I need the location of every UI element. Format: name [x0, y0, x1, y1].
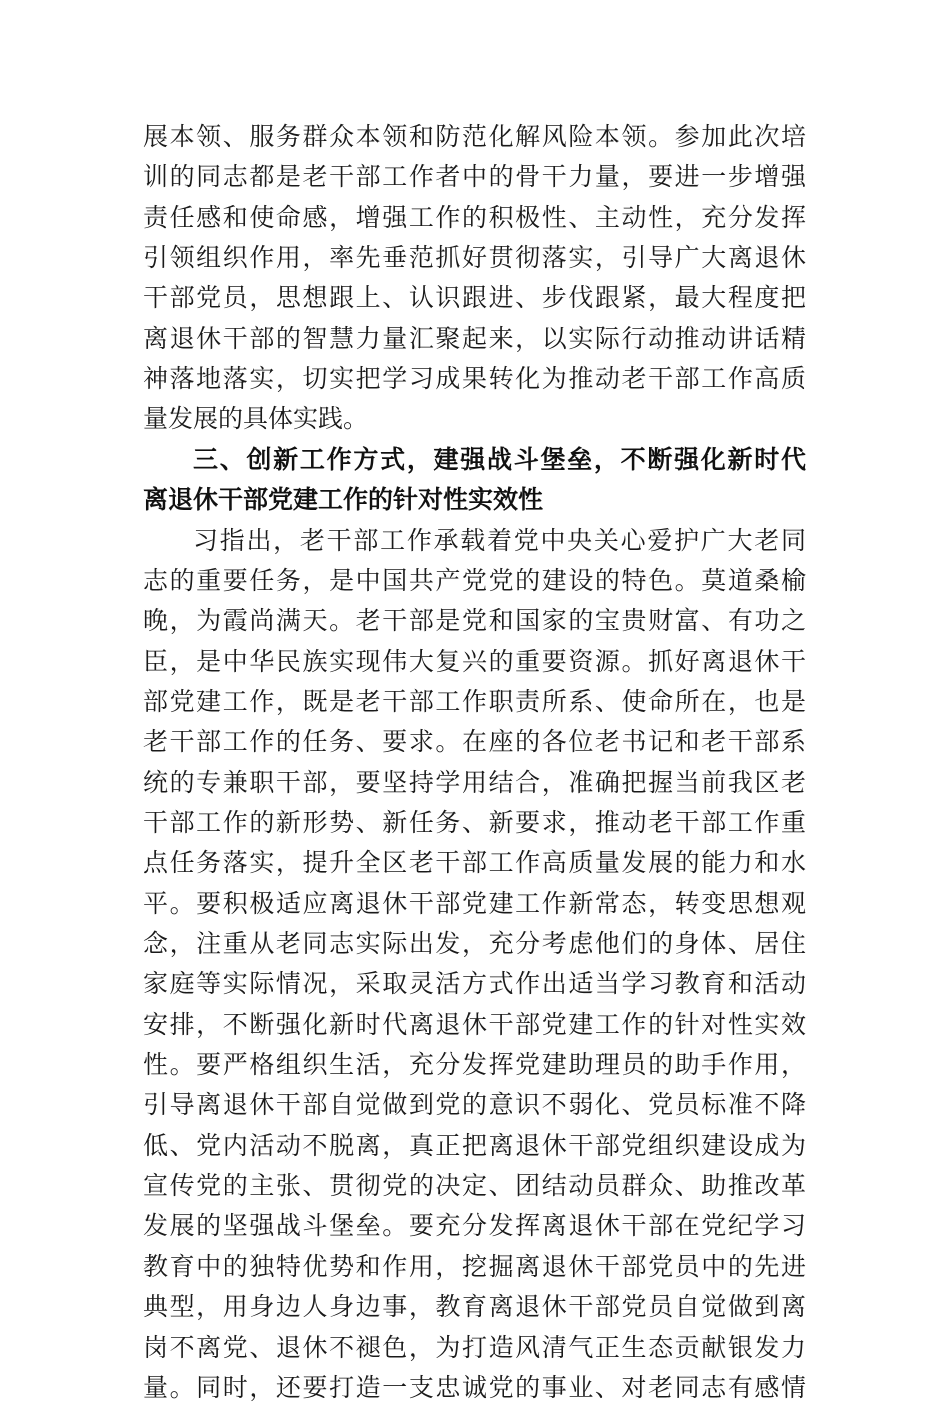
- paragraph-line: 晚，为霞尚满天。老干部是党和国家的宝贵财富、有功之: [143, 606, 806, 635]
- section-heading-line: 三、创新工作方式，建强战斗堡垒，不断强化新时代: [193, 445, 806, 474]
- paragraph-line: 引领组织作用，率先垂范抓好贯彻落实，引导广大离退休: [143, 243, 806, 272]
- paragraph-line: 量。同时，还要打造一支忠诚党的事业、对老同志有感情: [143, 1373, 806, 1402]
- paragraph-line: 志的重要任务，是中国共产党党的建设的特色。莫道桑榆: [143, 566, 806, 595]
- paragraph-line: 宣传党的主张、贯彻党的决定、团结动员群众、助推改革: [143, 1171, 806, 1200]
- paragraph-line: 臣，是中华民族实现伟大复兴的重要资源。抓好离退休干: [143, 647, 806, 676]
- paragraph-line: 岗不离党、退休不褪色，为打造风清气正生态贡献银发力: [143, 1333, 806, 1362]
- paragraph-line: 念，注重从老同志实际出发，充分考虑他们的身体、居住: [143, 929, 806, 958]
- paragraph-line: 神落地落实，切实把学习成果转化为推动老干部工作高质: [143, 364, 806, 393]
- paragraph-line: 性。要严格组织生活，充分发挥党建助理员的助手作用，: [143, 1050, 806, 1079]
- paragraph-line: 习指出，老干部工作承载着党中央关心爱护广大老同: [193, 526, 806, 555]
- paragraph-line: 量发展的具体实践。: [143, 404, 369, 433]
- section-heading-line: 离退休干部党建工作的针对性实效性: [143, 485, 544, 514]
- paragraph-line: 发展的坚强战斗堡垒。要充分发挥离退休干部在党纪学习: [143, 1211, 806, 1240]
- paragraph-line: 部党建工作，既是老干部工作职责所系、使命所在，也是: [143, 687, 806, 716]
- paragraph-line: 责任感和使命感，增强工作的积极性、主动性，充分发挥: [143, 203, 806, 232]
- paragraph-line: 离退休干部的智慧力量汇聚起来，以实际行动推动讲话精: [143, 324, 806, 353]
- paragraph-line: 安排，不断强化新时代离退休干部党建工作的针对性实效: [143, 1010, 806, 1039]
- paragraph-line: 老干部工作的任务、要求。在座的各位老书记和老干部系: [143, 727, 806, 756]
- paragraph-line: 引导离退休干部自觉做到党的意识不弱化、党员标准不降: [143, 1090, 806, 1119]
- paragraph-line: 展本领、服务群众本领和防范化解风险本领。参加此次培: [143, 122, 806, 151]
- paragraph-line: 训的同志都是老干部工作者中的骨干力量，要进一步增强: [143, 162, 806, 191]
- paragraph-line: 低、党内活动不脱离，真正把离退休干部党组织建设成为: [143, 1131, 806, 1160]
- paragraph-line: 教育中的独特优势和作用，挖掘离退休干部党员中的先进: [143, 1252, 806, 1281]
- paragraph-line: 典型，用身边人身边事，教育离退休干部党员自觉做到离: [143, 1292, 806, 1321]
- paragraph-line: 统的专兼职干部，要坚持学用结合，准确把握当前我区老: [143, 768, 806, 797]
- paragraph-line: 干部工作的新形势、新任务、新要求，推动老干部工作重: [143, 808, 806, 837]
- paragraph-line: 干部党员，思想跟上、认识跟进、步伐跟紧，最大程度把: [143, 283, 806, 312]
- paragraph-line: 家庭等实际情况，采取灵活方式作出适当学习教育和活动: [143, 969, 806, 998]
- paragraph-line: 平。要积极适应离退休干部党建工作新常态，转变思想观: [143, 889, 806, 918]
- paragraph-line: 点任务落实，提升全区老干部工作高质量发展的能力和水: [143, 848, 806, 877]
